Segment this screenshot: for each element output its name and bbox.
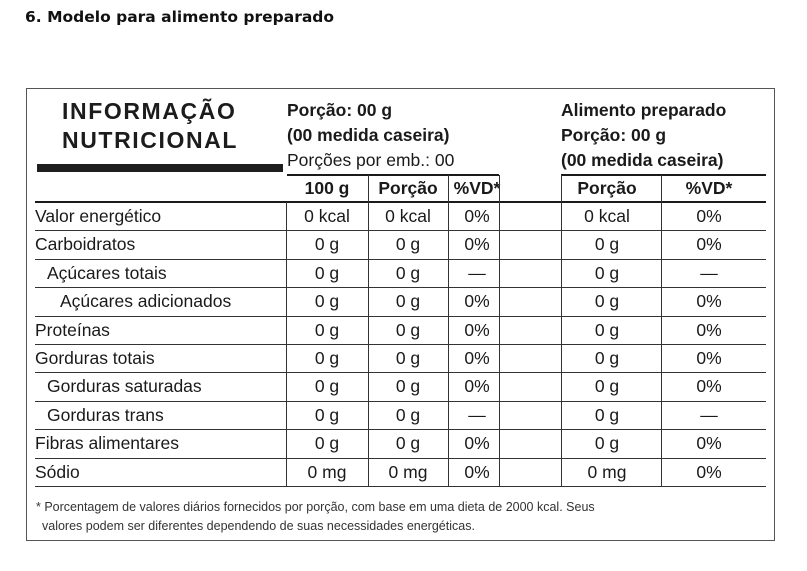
nutrient-value: 0 g [594, 404, 620, 425]
footnote [36, 498, 766, 536]
nutrient-value: 0 g [395, 234, 421, 255]
nutrient-value: 0 g [594, 433, 620, 454]
nutrient-value: 0 mg [587, 461, 627, 482]
nutrient-value: 0% [696, 376, 722, 397]
portion-household-measure: (00 medida caseira) [287, 125, 450, 145]
nutrient-value: — [700, 404, 718, 425]
nutrient-name: Fibras alimentares [35, 433, 179, 454]
nutrient-value: 0 g [314, 404, 340, 425]
nutrient-value: 0 g [594, 234, 620, 255]
nutrient-name: Valor energético [35, 206, 162, 226]
column-header: %VD* [685, 178, 733, 198]
nutrient-value: 0 mg [388, 461, 428, 482]
prepared-portion-size: Porção: 00 g [561, 125, 667, 145]
nutrient-name: Gorduras saturadas [47, 376, 202, 397]
nutrient-value: — [468, 404, 486, 425]
row-divider [35, 287, 766, 288]
nutrient-name: Sódio [35, 461, 80, 482]
header-bottom-rule [35, 201, 766, 203]
nutrient-value: 0 g [594, 376, 620, 397]
row-divider [35, 372, 766, 373]
nutrient-value: 0% [464, 461, 490, 482]
nutrient-value: 0% [696, 234, 722, 255]
header-top-rule-right [561, 174, 766, 176]
portion-info-prepared [561, 98, 726, 173]
column-divider [561, 175, 562, 486]
footnote-line-2: valores podem ser diferentes dependendo de suas necessidades energéticas. [42, 519, 475, 533]
nutrient-value: 0 g [314, 234, 340, 255]
column-divider [499, 175, 500, 486]
panel-title [62, 97, 238, 155]
nutrient-value: 0% [464, 376, 490, 397]
nutrient-value: 0% [696, 433, 722, 454]
nutrient-value: — [700, 262, 718, 283]
row-divider [35, 458, 766, 459]
portion-info-packaged [287, 98, 454, 173]
nutrient-value: 0% [696, 461, 722, 482]
nutrient-value: 0 kcal [584, 206, 630, 226]
nutrient-value: 0 g [314, 376, 340, 397]
row-divider [35, 230, 766, 231]
nutrient-name: Proteínas [35, 319, 110, 340]
nutrient-value: 0 g [314, 262, 340, 283]
nutrient-value: — [468, 262, 486, 283]
column-divider [368, 175, 369, 486]
title-underline-bar [37, 164, 283, 172]
nutrient-value: 0 g [594, 319, 620, 340]
nutrient-value: 0% [696, 319, 722, 340]
nutrient-value: 0% [464, 433, 490, 454]
nutrient-value: 0 g [314, 319, 340, 340]
nutrient-value: 0% [464, 319, 490, 340]
row-divider [35, 401, 766, 402]
header-top-rule-left [287, 174, 499, 176]
nutrient-value: 0 kcal [385, 206, 431, 226]
column-header: Porção [378, 178, 438, 198]
nutrient-value: 0% [696, 348, 722, 368]
nutrient-value: 0 mg [307, 461, 347, 482]
nutrient-value: 0 g [314, 433, 340, 454]
row-divider [35, 344, 766, 345]
nutrient-name: Açúcares totais [47, 262, 167, 283]
nutrition-facts-panel [26, 88, 775, 541]
nutrient-value: 0 g [395, 433, 421, 454]
table-bottom-rule [35, 486, 766, 487]
column-header: %VD* [453, 178, 501, 198]
nutrient-value: 0 g [395, 291, 421, 312]
nutrient-value: 0 g [395, 404, 421, 425]
section-heading: 6. Modelo para alimento preparado [25, 8, 335, 26]
portion-size: Porção: 00 g [287, 100, 393, 120]
column-header: 100 g [304, 178, 350, 198]
nutrient-name: Gorduras totais [35, 348, 155, 368]
nutrient-value: 0 g [395, 262, 421, 283]
nutrient-value: 0 g [395, 376, 421, 397]
row-divider [35, 316, 766, 317]
title-line-1: INFORMAÇÃO [62, 98, 237, 124]
nutrient-value: 0% [696, 206, 722, 226]
nutrient-value: 0 g [314, 348, 340, 368]
prepared-label: Alimento preparado [561, 100, 727, 120]
nutrient-value: 0% [464, 291, 490, 312]
row-divider [35, 429, 766, 430]
nutrient-name: Gorduras trans [47, 404, 164, 425]
servings-per-package: Porções por emb.: 00 [287, 150, 455, 170]
nutrient-name: Açúcares adicionados [60, 291, 232, 312]
footnote-line-1: * Porcentagem de valores diários fornecidos por porção, com base em uma dieta de 2000 kcal. Seus [36, 500, 595, 514]
column-divider [661, 175, 662, 486]
nutrient-value: 0 g [594, 291, 620, 312]
column-divider [286, 202, 287, 486]
nutrient-name: Carboidratos [35, 234, 136, 255]
column-header: Porção [577, 178, 637, 198]
column-divider [448, 175, 449, 486]
nutrient-value: 0% [464, 348, 490, 368]
nutrient-value: 0 g [594, 262, 620, 283]
nutrient-value: 0 g [395, 319, 421, 340]
nutrient-value: 0 g [314, 291, 340, 312]
row-divider [35, 259, 766, 260]
nutrient-value: 0% [464, 206, 490, 226]
nutrient-value: 0% [464, 234, 490, 255]
nutrient-value: 0 g [594, 348, 620, 368]
nutrient-value: 0 g [395, 348, 421, 368]
prepared-household-measure: (00 medida caseira) [561, 150, 724, 170]
nutrient-value: 0 kcal [304, 206, 350, 226]
nutrient-value: 0% [696, 291, 722, 312]
title-line-2: NUTRICIONAL [62, 127, 239, 153]
